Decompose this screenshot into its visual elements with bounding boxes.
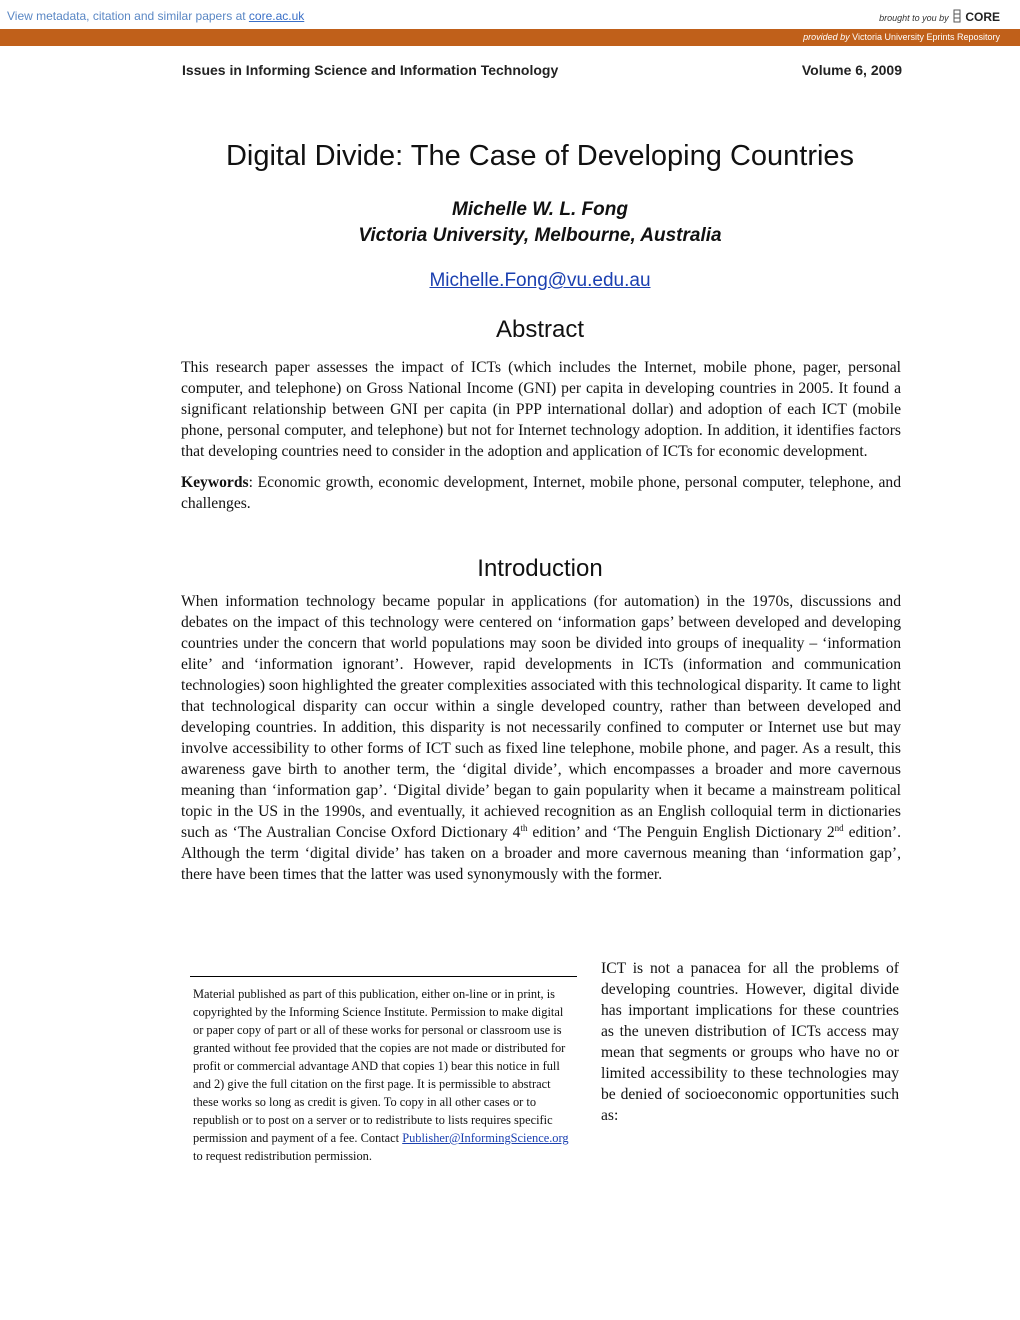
author-name: Michelle W. L. Fong <box>452 199 628 220</box>
journal-header <box>182 62 902 78</box>
core-header <box>0 0 1020 30</box>
footnote-text: Material published as part of this publication, either on-line or in print, is copyrighted by the Informing Science Institute. Permission to make digital or paper copy of part or all of these works for personal or classroom use is granted without fee provided that the copies are not made or distributed for profit or commercial advantage AND that copies 1) bear this notice in full and 2) give the full citation on the first page. It is permissible to abstract these works so long as credit is given. To copy in all other cases or to republish or to post on a server or to redistribute to lists requires specific permission and payment of a fee. Contact <box>193 987 566 1145</box>
intro-text-part-2: edition’ and ‘The Penguin English Dictionary 2 <box>527 824 835 841</box>
superscript-th: th <box>520 822 528 833</box>
provided-by-label: provided by <box>803 32 850 42</box>
author-email <box>150 270 930 292</box>
brought-by-text: brought to you by <box>879 13 949 23</box>
core-provider-bar <box>0 29 1020 46</box>
provided-by-text <box>803 32 1000 42</box>
journal-volume: Volume 6, 2009 <box>801 62 902 78</box>
abstract-heading: Abstract <box>495 316 585 343</box>
core-logo-icon <box>952 9 962 23</box>
core-link[interactable]: core.ac.uk <box>248 9 305 23</box>
footnote-text-end: to request redistribution permission. <box>193 1149 372 1163</box>
keywords-text: : Economic growth, economic development, Internet, mobile phone, personal computer, telephone, and challenges. <box>181 474 901 512</box>
core-metadata-line <box>7 9 304 23</box>
introduction-body <box>181 591 901 885</box>
right-column-text: ICT is not a panacea for all the problems of developing countries. However, digital divide has important implications for these countries as the uneven distribution of ICTs access may mean that segments or groups who have no or limited accessibility to these technologies may be denied of socioeconomic opportunities such as: <box>601 960 899 1124</box>
author-block <box>150 197 930 249</box>
author-email-link[interactable]: Michelle.Fong@vu.edu.au <box>429 270 651 291</box>
core-view-text: View metadata, citation and similar papers at <box>7 9 249 23</box>
introduction-paragraph <box>181 591 901 885</box>
superscript-nd: nd <box>834 822 844 833</box>
provided-by-repository[interactable]: Victoria University Eprints Repository <box>852 32 1000 42</box>
footnote-divider <box>190 976 577 977</box>
copyright-footnote <box>193 985 573 1165</box>
keywords <box>181 472 901 514</box>
abstract-text: This research paper assesses the impact of ICTs (which includes the Internet, mobile phone, pager, personal computer, and telephone) on Gross National Income (GNI) per capita in developing countries in 2005. It found a significant relationship between GNI per capita (in PPP international dollar) and adoption of each ICT (mobile phone, personal computer, and telephone) but not for Internet technology adoption. In addition, it identifies factors that developing countries need to consider in the adoption and application of ICTs for economic development. <box>181 359 901 460</box>
abstract-body <box>181 357 901 514</box>
keywords-label: Keywords <box>181 474 249 491</box>
core-brand[interactable] <box>879 9 1000 24</box>
core-logo-text: CORE <box>965 10 1000 24</box>
intro-text-part-3: edition’. Although the term ‘digital divide’ has taken on a broader and more cavernous meaning than ‘information gap’, there have been times that the latter was used synonymously with the former. <box>181 824 901 883</box>
paper-title: Digital Divide: The Case of Developing Countries <box>225 140 855 172</box>
author-affiliation: Victoria University, Melbourne, Australia <box>358 225 722 246</box>
intro-text-part-1: When information technology became popular in applications (for automation) in the 1970s, discussions and debates on the impact of this technology were centered on ‘information gaps’ between developed and developing countries under the concern that world populations may soon be divided into groups of inequality – ‘information elite’ and ‘information ignorant’. However, rapid developments in ICTs (information and communication technologies) soon highlighted the greater complexities associated with this technological disparity. It came to light that technological disparity can occur within a single developed country, rather than between developed and developing countries. In addition, this disparity is not necessarily confined to computer or Internet use but may involve accessibility to other forms of ICT such as fixed line telephone, mobile phone, and pager. As a result, this awareness gave birth to another term, the ‘digital divide’, which encompasses a broader and more cavernous meaning than ‘information gap’. ‘Digital divide’ began to gain popularity when it became a mainstream political topic in the US in the 1990s, and eventually, it achieved recognition as an English colloquial term in dictionaries such as ‘The Australian Concise Oxford Dictionary 4 <box>181 593 902 841</box>
journal-name: Issues in Informing Science and Information Technology <box>182 62 559 78</box>
introduction-heading: Introduction <box>477 555 603 582</box>
publisher-email-link[interactable]: Publisher@InformingScience.org <box>402 1131 569 1145</box>
